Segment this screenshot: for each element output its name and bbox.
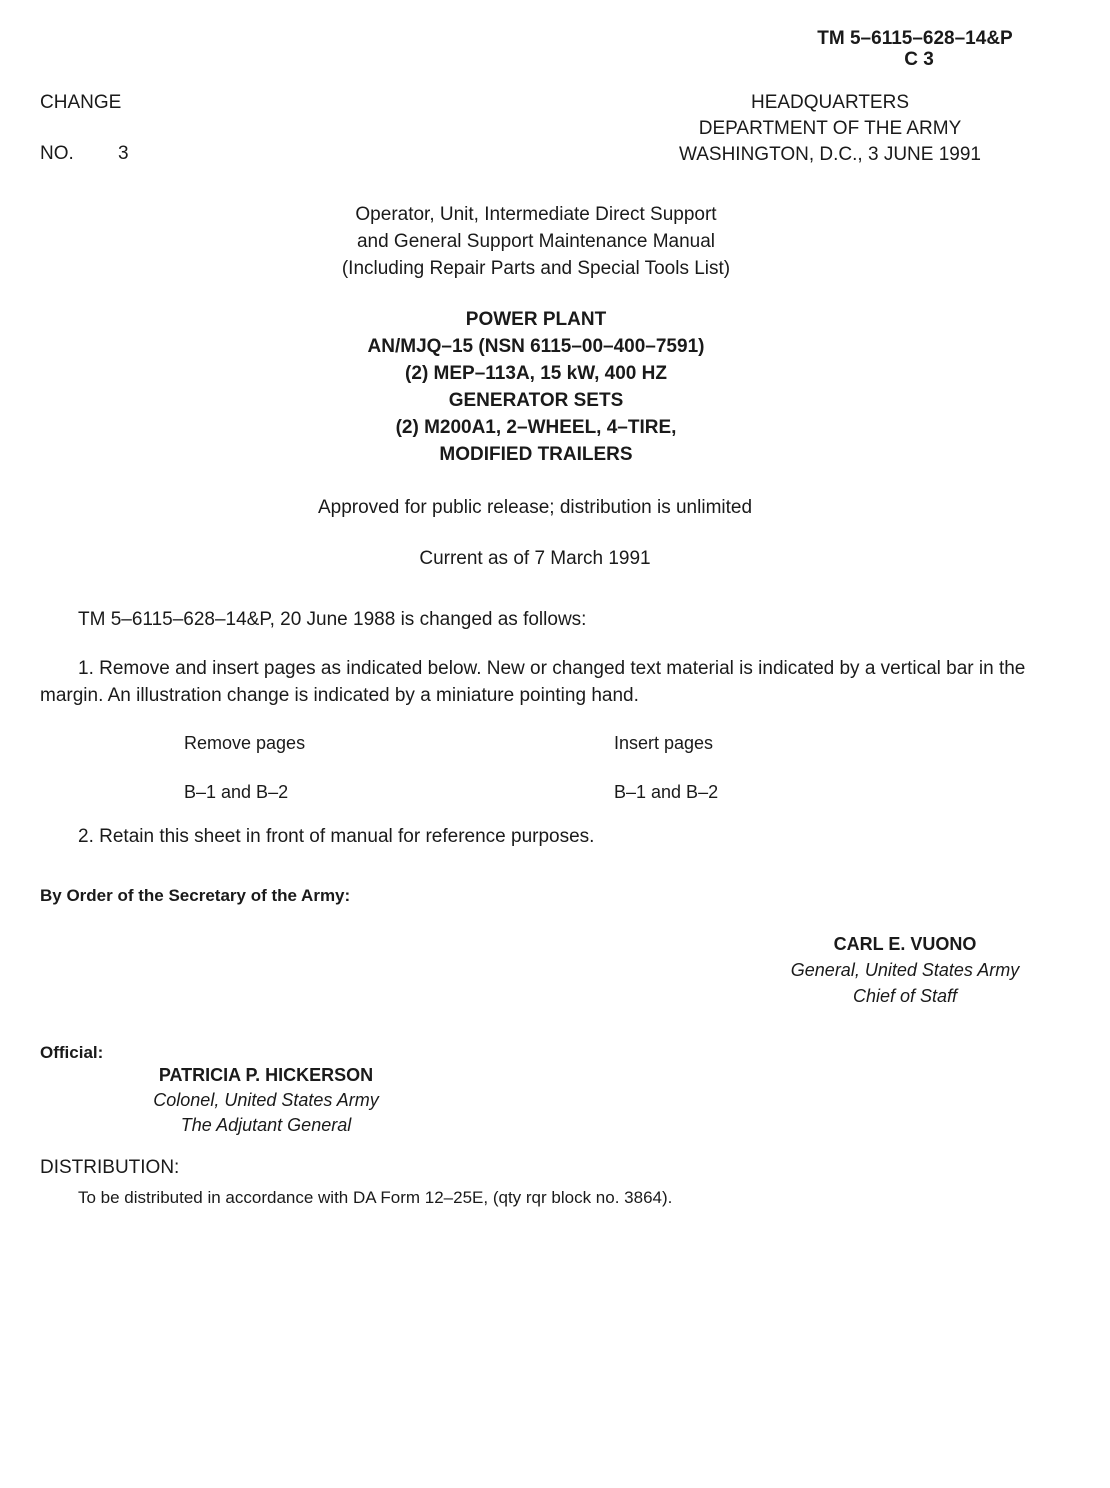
signer-name: CARL E. VUONO bbox=[833, 934, 977, 954]
insert-pages-value: B–1 and B–2 bbox=[614, 782, 719, 802]
change-intro: TM 5–6115–628–14&P, 20 June 1988 is changed as follows: bbox=[78, 609, 587, 630]
equipment-line-3: (2) MEP–113A, 15 kW, 400 HZ bbox=[405, 363, 667, 384]
equipment-line-4: GENERATOR SETS bbox=[448, 390, 624, 411]
remove-pages-header: Remove pages bbox=[184, 733, 306, 753]
change-label: CHANGE bbox=[40, 92, 122, 113]
equipment-line-2: AN/MJQ–15 (NSN 6115–00–400–7591) bbox=[367, 336, 705, 357]
hq-line-2: DEPARTMENT OF THE ARMY bbox=[698, 118, 962, 139]
remove-pages-value: B–1 and B–2 bbox=[184, 782, 289, 802]
instruction-item-1: 1. Remove and insert pages as indicated below. New or changed text material is indicated by a vertical bar in the margin. An illustration change is indicated by a miniature pointing hand. bbox=[40, 658, 1026, 706]
equipment-title-block bbox=[236, 306, 836, 468]
change-number-label: NO. bbox=[40, 143, 74, 164]
signer-block bbox=[760, 931, 1050, 1009]
equipment-line-6: MODIFIED TRAILERS bbox=[439, 444, 633, 465]
equipment-line-1: POWER PLANT bbox=[465, 309, 607, 330]
distribution-label: DISTRIBUTION: bbox=[40, 1157, 180, 1178]
current-as-of: Current as of 7 March 1991 bbox=[419, 548, 651, 569]
change-number-value: 3 bbox=[118, 143, 129, 164]
signer-title-2: Chief of Staff bbox=[852, 986, 958, 1006]
official-block bbox=[126, 1063, 406, 1138]
approval-statement: Approved for public release; distribution is unlimited bbox=[317, 497, 753, 518]
signer-title-1: General, United States Army bbox=[790, 960, 1020, 980]
hq-line-1: HEADQUARTERS bbox=[750, 92, 909, 113]
instruction-item-2: 2. Retain this sheet in front of manual for reference purposes. bbox=[78, 826, 595, 847]
headquarters-block bbox=[620, 90, 1040, 168]
insert-pages-header: Insert pages bbox=[614, 733, 714, 753]
title-line-1: Operator, Unit, Intermediate Direct Support bbox=[355, 204, 717, 225]
official-name: PATRICIA P. HICKERSON bbox=[158, 1065, 374, 1085]
official-title-2: The Adjutant General bbox=[180, 1115, 352, 1135]
manual-title-block bbox=[236, 201, 836, 282]
hq-line-3: WASHINGTON, D.C., 3 JUNE 1991 bbox=[679, 144, 981, 165]
equipment-line-5: (2) M200A1, 2–WHEEL, 4–TIRE, bbox=[395, 417, 677, 438]
distribution-text: To be distributed in accordance with DA Form 12–25E, (qty rqr block no. 3864). bbox=[78, 1188, 673, 1207]
title-line-2: and General Support Maintenance Manual bbox=[356, 231, 716, 252]
by-order-line: By Order of the Secretary of the Army: bbox=[40, 886, 351, 905]
official-label: Official: bbox=[40, 1043, 104, 1062]
title-line-3: (Including Repair Parts and Special Tools List) bbox=[341, 258, 731, 279]
change-code: C 3 bbox=[904, 49, 934, 70]
document-header bbox=[790, 28, 1040, 70]
tm-number: TM 5–6115–628–14&P bbox=[817, 28, 1013, 49]
official-title-1: Colonel, United States Army bbox=[153, 1090, 379, 1110]
